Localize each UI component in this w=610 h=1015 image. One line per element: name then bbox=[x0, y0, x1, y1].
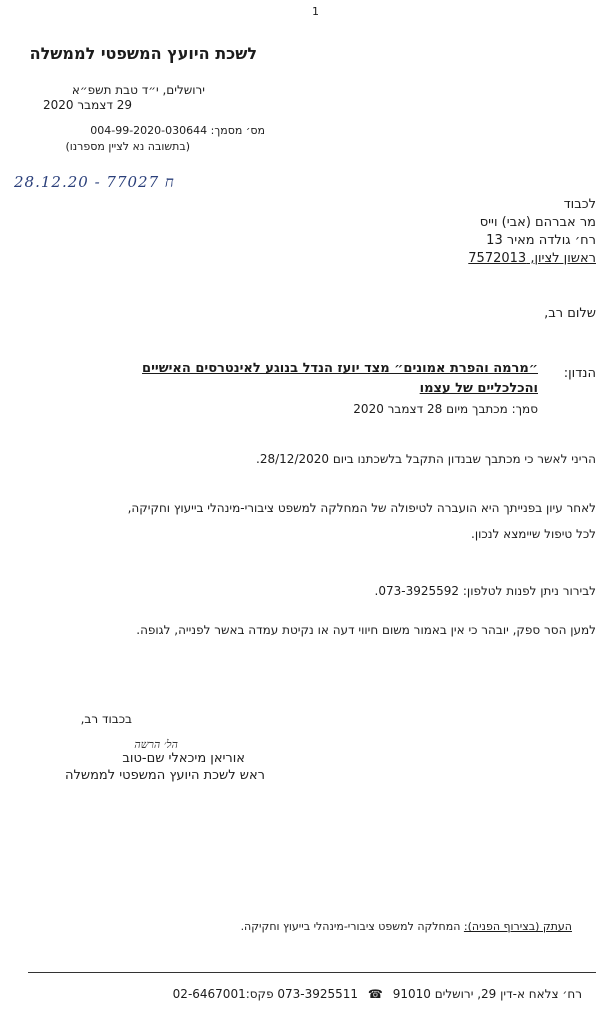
footer-address: רח׳ צלאח א-דין 29, ירושלים 91010 bbox=[392, 987, 582, 1001]
footer-rule bbox=[28, 972, 596, 973]
recipient-city: ראשון לציון, 7572013 bbox=[468, 251, 596, 266]
signer-name: אוריאן מיכאלי שם-טוב bbox=[122, 751, 245, 766]
page-number: 1 bbox=[312, 5, 319, 18]
body-paragraph-2-line2: לכל טיפול שיימצא לנכון. bbox=[471, 527, 596, 541]
subject-label: הנדון: bbox=[563, 366, 596, 381]
cc-line bbox=[241, 920, 572, 933]
recipient-salutation: לכבוד bbox=[563, 197, 596, 212]
body-paragraph-1: הריני לאשר כי מכתבך שבנדון התקבל בלשכתנו ביום 28/12/2020. bbox=[256, 452, 596, 466]
footer-line bbox=[173, 987, 582, 1001]
signer-title: ראש לשכת היועץ המשפטי לממשלה bbox=[64, 768, 265, 783]
reference-line bbox=[47, 124, 265, 137]
body-paragraph-3: לבירור ניתן לפנות לטלפון: 073-3925592. bbox=[374, 584, 596, 598]
footer-phone: 073-3925511 bbox=[277, 987, 359, 1001]
recipient-street: רח׳ גולדה מאיר 13 bbox=[486, 233, 596, 248]
date-gregorian: 29 דצמבר 2020 bbox=[43, 98, 132, 112]
subject-title-line1: ״מרמה והפרת אמונים״ מצד יועז הנדל בנוגע לאינטרסים האישיים bbox=[142, 361, 538, 376]
date-hebrew: ירושלים, י״ד טבת תשפ״א bbox=[71, 83, 205, 97]
subject-title-line2: והכלכליים של עצמו bbox=[419, 381, 538, 396]
handwritten-stamp: 28.12.20 - ח 77027 bbox=[14, 173, 175, 191]
cc-text: המחלקה למשפט ציבורי-מינהלי בייעוץ וחקיקה. bbox=[240, 920, 461, 933]
cc-label: העתק (בצירוף הפניה): bbox=[463, 920, 572, 933]
body-paragraph-4: למען הסר ספק, יובהר כי אין באמור משום חיווי דעה או נקיטת עמדה באשר לפנייה, לגופה. bbox=[136, 623, 596, 637]
greeting: שלום רב, bbox=[544, 306, 596, 321]
signature-mark: הל׳ הרשה bbox=[134, 738, 178, 751]
closing-regards: בכבוד רב, bbox=[80, 712, 132, 726]
reference-number: 004-99-2020-030644 bbox=[90, 124, 208, 137]
letterhead-office: לשכת היועץ המשפטי לממשלה bbox=[29, 44, 257, 63]
body-paragraph-2-line1: לאחר עיון בפנייתך היא הועברה לטיפולה של המחלקה למשפט ציבורי-מינהלי בייעוץ וחקיקה, bbox=[127, 501, 596, 515]
reference-label: מס׳ מסמך: bbox=[210, 124, 265, 137]
subject-ref: סמך: מכתבך מיום 28 דצמבר 2020 bbox=[353, 402, 538, 416]
footer-fax-label: פקס: bbox=[245, 987, 274, 1001]
reference-note: (בתשובה נא לציין מספרנו) bbox=[65, 140, 190, 153]
recipient-name: מר אברהם (אבי) וייס bbox=[479, 215, 596, 230]
phone-icon: ☎ bbox=[367, 987, 383, 1001]
footer-fax: 02-6467001 bbox=[172, 987, 246, 1001]
